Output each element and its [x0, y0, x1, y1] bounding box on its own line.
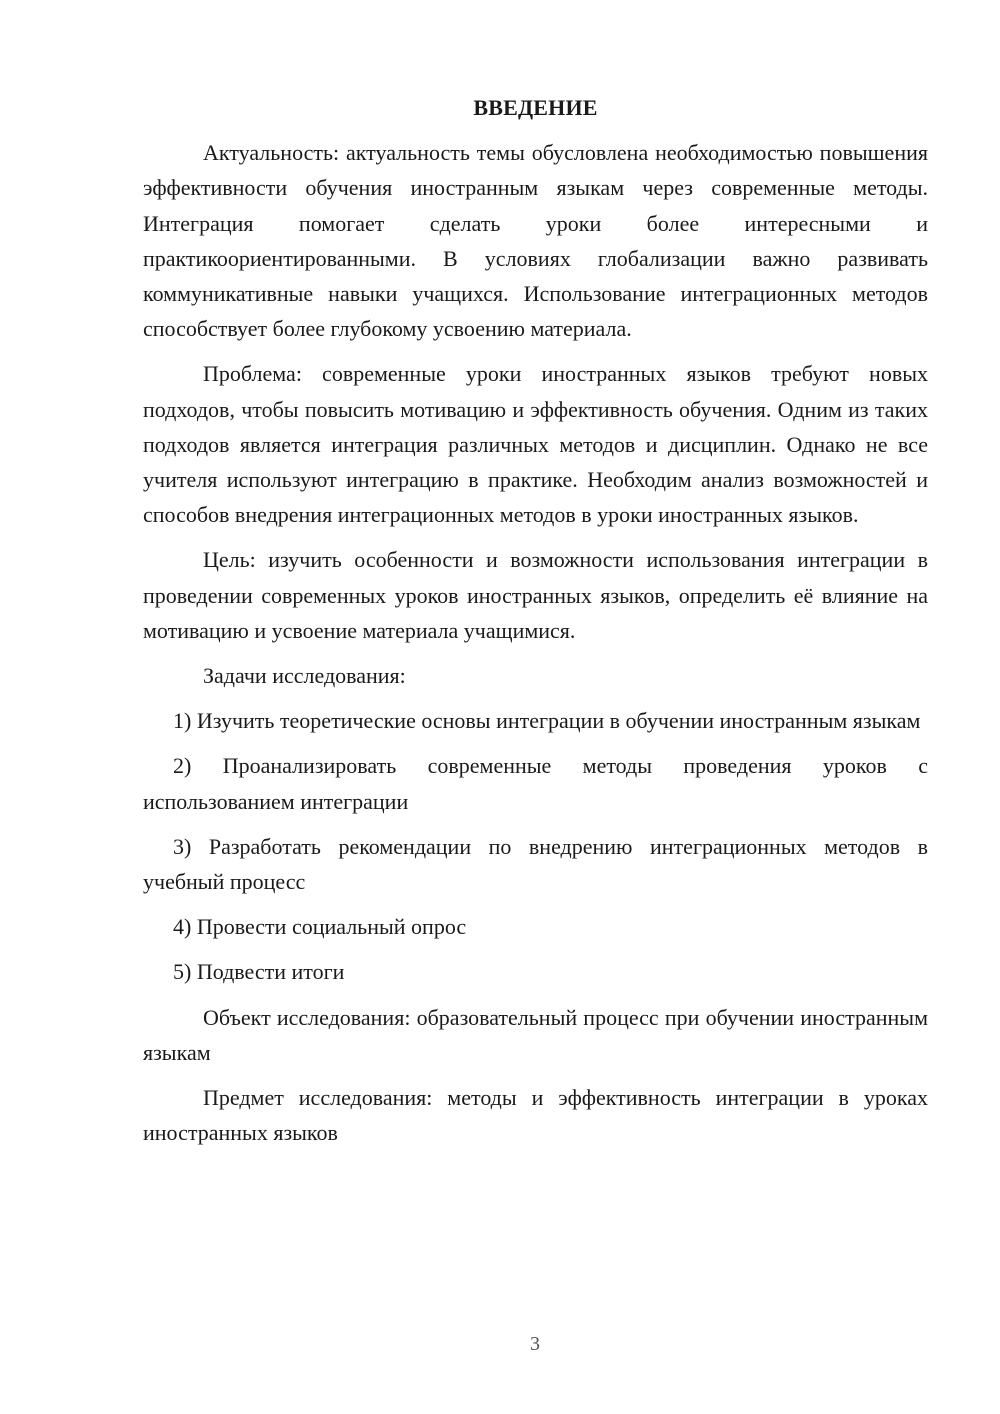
page-number: 3	[530, 1333, 540, 1355]
goal-paragraph: Цель: изучить особенности и возможности использования интеграции в проведении современных уроков иностранных языков, определить её влияние на мотивацию и усвоение материала учащимися.	[143, 547, 928, 643]
problem-paragraph: Проблема: современные уроки иностранных языков требуют новых подходов, чтобы повысить мотивацию и эффективность обучения. Одним из таких подходов является интеграция различных методов и дисциплин. Однако не все учителя используют интеграцию в практике. Необходим анализ возможностей и способов внедрения интеграционных методов в уроки иностранных языков.	[143, 361, 928, 528]
task-item: 1) Изучить теоретические основы интеграции в обучении иностранным языкам	[173, 708, 921, 734]
relevance-paragraph: Актуальность: актуальность темы обусловлена необходимостью повышения эффективности обучения иностранным языкам через современные методы. Интеграция помогает сделать уроки более интересными и практикоориентированными. В условиях глобализации важно развивать коммуникативные навыки учащихся. Использование интеграционных методов способствует более глубокому усвоению материала.	[143, 140, 928, 342]
research-object-paragraph: Объект исследования: образовательный процесс при обучении иностранным языкам	[143, 1004, 928, 1065]
page-content	[143, 90, 928, 1160]
task-item: 4) Провести социальный опрос	[173, 914, 467, 940]
section-heading: ВВЕДЕНИЕ	[473, 95, 598, 120]
research-subject-paragraph: Предмет исследования: методы и эффективность интеграции в уроках иностранных языков	[143, 1085, 928, 1146]
task-item: 2) Проанализировать современные методы проведения уроков с использованием интеграции	[143, 753, 928, 814]
task-item: 5) Подвести итоги	[173, 959, 345, 985]
tasks-heading: Задачи исследования:	[203, 663, 406, 689]
task-item: 3) Разработать рекомендации по внедрению интеграционных методов в учебный процесс	[143, 833, 928, 895]
